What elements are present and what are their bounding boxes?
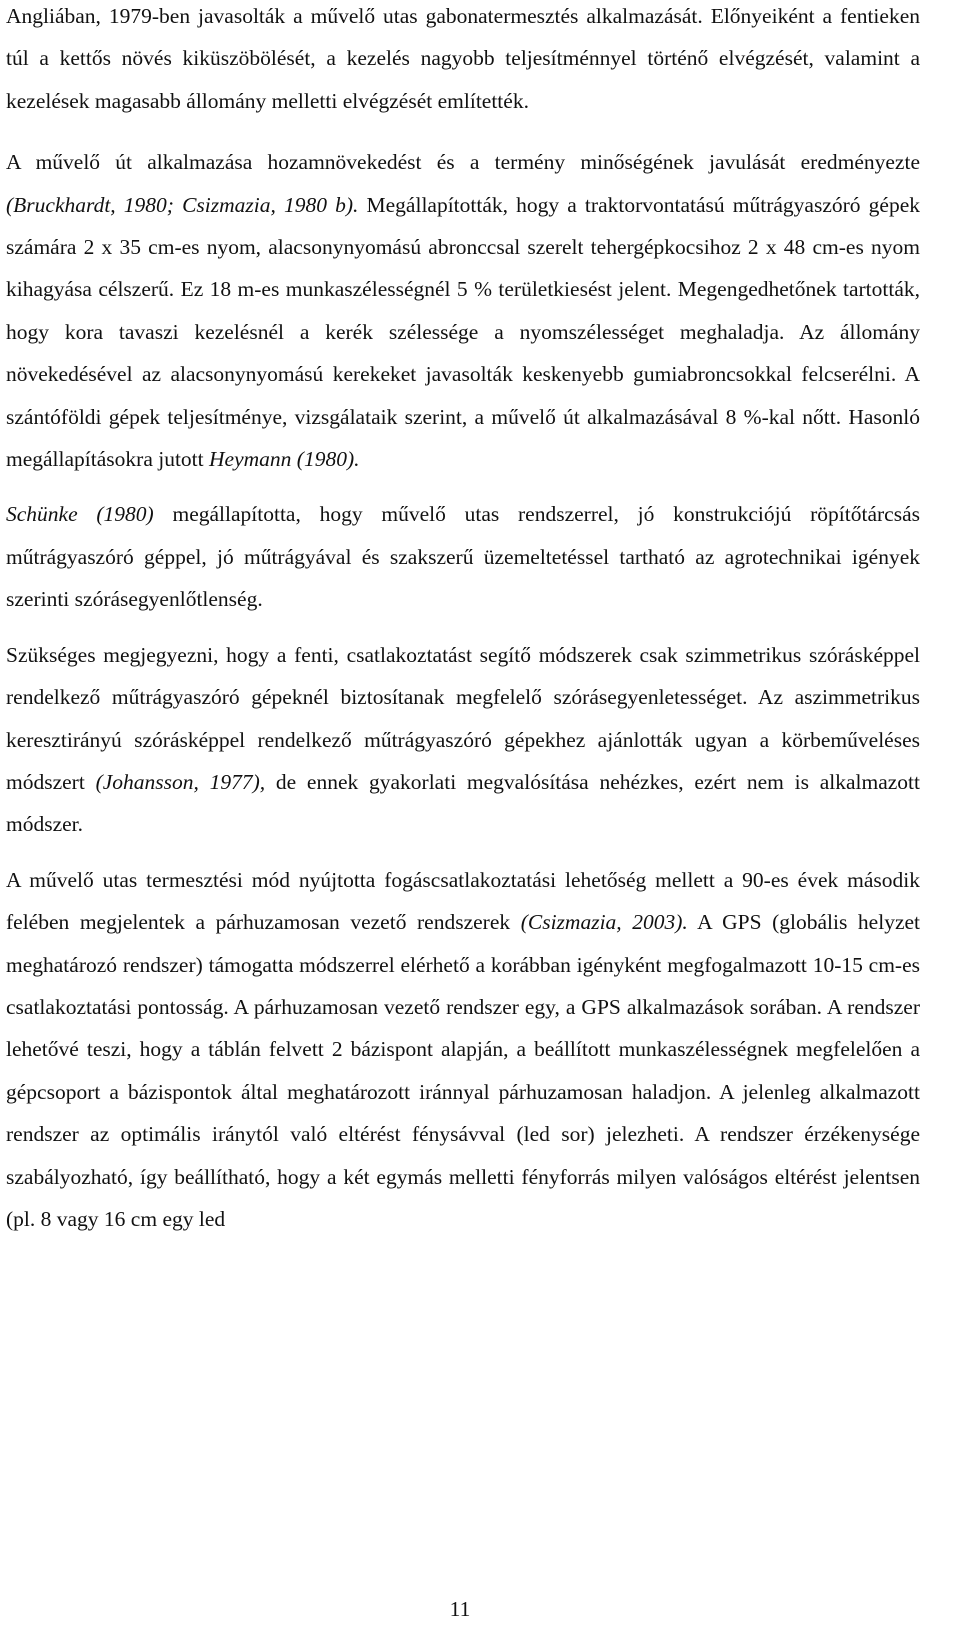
paragraph-3-run-2: megállapította, hogy művelő utas rendszerrel, jó konstrukciójú röpítőtárcsás műtrágyaszóró géppel, jó műtrágyával és szakszerű üzemeltetéssel tartható az agrotechnikai igények szerinti szórásegyenlőtlenség.	[6, 502, 920, 612]
paragraph-5-run-1: A művelő utas termesztési mód nyújtotta fogáscsatlakoztatási lehetőség mellett a 90-es évek második felében megjelentek a párhuzamosan vezető rendszerek	[6, 867, 920, 935]
citation-bruckhardt-csizmazia: (Bruckhardt, 1980; Csizmazia, 1980 b).	[6, 192, 359, 217]
document-page	[6, 0, 920, 1240]
paragraph-4-run-1: Szükséges megjegyezni, hogy a fenti, csatlakoztatást segítő módszerek csak szimmetrikus szórásképpel rendelkező műtrágyaszóró gépeknél biztosítanak megfelelő szórásegyenletességet. Az aszimmetrikus keresztirányú szórásképpel rendelkező műtrágyaszóró gépekhez ajánlották ugyan a körbeműveléses módszert	[6, 642, 920, 794]
citation-heymann: Heymann (1980).	[209, 447, 360, 472]
paragraph-2-run-1: A művelő út alkalmazása hozamnövekedést és a termény minőségének javulását eredményezte	[6, 150, 920, 175]
paragraph-5	[6, 859, 920, 1241]
paragraph-5-run-3: A GPS (globális helyzet meghatározó rendszer) támogatta módszerrel elérhető a korábban igényként megfogalmazott 10-15 cm-es csatlakoztatási pontosság. A párhuzamosan vezető rendszer egy, a GPS alkalmazások sorában. A rendszer lehetővé teszi, hogy a táblán felvett 2 bázispont alapján, a beállított munkaszélességnek megfelelően a gépcsoport a bázispontok által meghatározott iránnyal párhuzamosan haladjon. A jelenleg alkalmazott rendszer az optimális iránytól való eltérést fénysávval (led sor) jelezheti. A rendszer érzékenysége szabályozható, így beállítható, hogy a két egymás melletti fényforrás milyen valóságos eltérést jelentsen (pl. 8 vagy 16 cm egy led	[6, 910, 920, 1231]
paragraph-2-run-3: Megállapították, hogy a traktorvontatású műtrágyaszóró gépek számára 2 x 35 cm-es nyom, alacsonynyomású abronccsal szerelt tehergépkocsihoz 2 x 48 cm-es nyom kihagyása célszerű. Ez 18 m-es munkaszélességnél 5 % területkiesést jelent. Megengedhetőnek tartották, hogy kora tavaszi kezelésnél a kerék szélessége a nyomszélességet meghaladja. Az állomány növekedésével az alacsonynyomású kerekeket javasolták keskenyebb gumiabroncsokkal felcserélni. A szántóföldi gépek teljesítménye, vizsgálataik szerint, a művelő út alkalmazásával 8 %-kal nőtt. Hasonló megállapításokra jutott	[6, 192, 920, 472]
paragraph-4	[6, 634, 920, 846]
citation-johansson: (Johansson, 1977),	[95, 769, 266, 794]
page-number: 11	[449, 1597, 471, 1621]
citation-csizmazia-2003: (Csizmazia, 2003).	[520, 910, 688, 935]
paragraph-4-run-3: de ennek gyakorlati megvalósítása nehézkes, ezért nem is alkalmazott módszer.	[6, 769, 920, 837]
paragraph-1-run-1: Angliában, 1979-ben javasolták a művelő utas gabonatermesztés alkalmazását. Előnyeiként a fentieken túl a kettős növés kiküszöbölését, a kezelés nagyobb teljesítménnyel történő elvégzését, valamint a kezelések magasabb állomány melletti elvégzését említették.	[6, 4, 920, 113]
paragraph-2	[6, 141, 920, 480]
paragraph-3	[6, 493, 920, 620]
citation-schunke: Schünke (1980)	[6, 502, 154, 527]
paragraph-1	[6, 0, 920, 122]
